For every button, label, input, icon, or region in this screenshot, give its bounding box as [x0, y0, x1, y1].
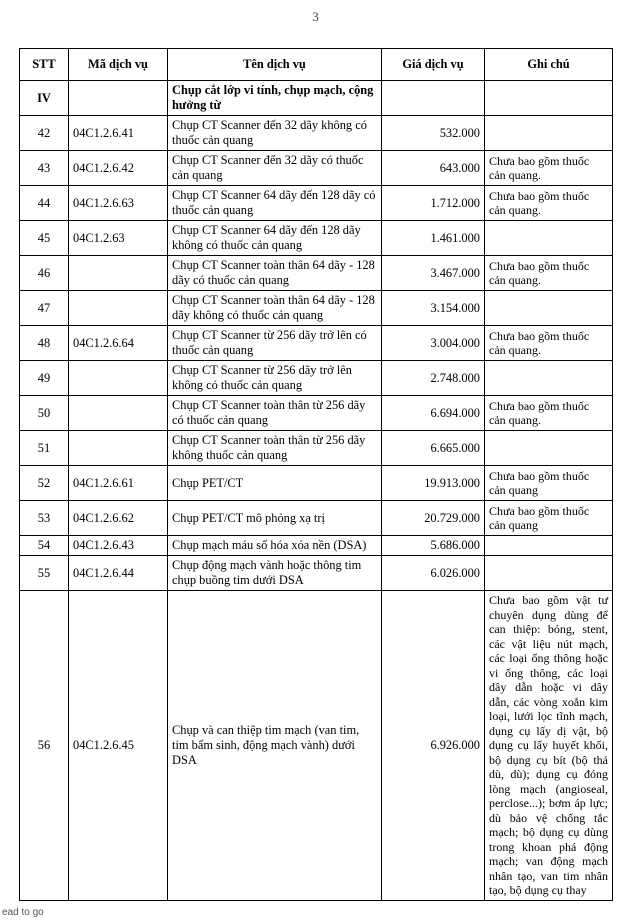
table-row: [20, 151, 613, 186]
row-price: 6.665.000: [382, 431, 485, 466]
table-header-row: [20, 49, 613, 81]
row-name: Chụp và can thiệp tim mạch (van tim, tim bẩm sinh, động mạch vành) dưới DSA: [168, 591, 382, 901]
row-code: [69, 291, 168, 326]
header-stt: STT: [20, 49, 69, 81]
header-note: Ghi chú: [485, 49, 613, 81]
row-code: 04C1.2.6.42: [69, 151, 168, 186]
row-name: Chụp CT Scanner 64 dãy đến 128 dãy có thuốc cản quang: [168, 186, 382, 221]
row-stt: 49: [20, 361, 69, 396]
row-note: Chưa bao gồm thuốc cản quang.: [485, 186, 613, 221]
table-row: [20, 591, 613, 901]
row-name: Chụp CT Scanner 64 dãy đến 128 dãy không có thuốc cản quang: [168, 221, 382, 256]
row-code: 04C1.2.6.64: [69, 326, 168, 361]
section-code: [69, 81, 168, 116]
row-code: 04C1.2.6.62: [69, 501, 168, 536]
row-name: Chụp mạch máu số hóa xóa nền (DSA): [168, 536, 382, 556]
row-price: 6.026.000: [382, 556, 485, 591]
row-name: Chụp PET/CT: [168, 466, 382, 501]
row-code: [69, 431, 168, 466]
row-note: Chưa bao gồm thuốc cản quang: [485, 501, 613, 536]
row-stt: 53: [20, 501, 69, 536]
section-price: [382, 81, 485, 116]
row-stt: 42: [20, 116, 69, 151]
row-note: Chưa bao gồm thuốc cản quang: [485, 466, 613, 501]
row-name: Chụp CT Scanner toàn thân từ 256 dãy có thuốc cản quang: [168, 396, 382, 431]
row-stt: 45: [20, 221, 69, 256]
row-price: 5.686.000: [382, 536, 485, 556]
row-stt: 56: [20, 591, 69, 901]
service-price-table: [19, 48, 613, 901]
row-note: Chưa bao gồm vật tư chuyên dụng dùng để can thiệp: bóng, stent, các vật liệu nút mạch, các loại ống thông hoặc vi ống thông, các loại dây dẫn hoặc vi dây dẫn, các vòng xoắn kim loại, lưới lọc tĩnh mạch, dụng cụ lấy dị vật, bộ dụng cụ lấy huyết khối, bộ dụng cụ bít (bộ thả dù, dù); dụng cụ đóng lòng mạch (angioseal, perclose...); bơm áp lực; dù bảo vệ chống tắc mạch; bộ dụng cụ dùng trong khoan phá động mạch; van động mạch nhân tạo, van tim nhân tạo, bộ dụng cụ thay: [485, 591, 613, 901]
row-stt: 52: [20, 466, 69, 501]
row-note: Chưa bao gồm thuốc cản quang.: [485, 151, 613, 186]
row-price: 643.000: [382, 151, 485, 186]
table-row: [20, 326, 613, 361]
row-note: Chưa bao gồm thuốc cản quang.: [485, 256, 613, 291]
table-row: [20, 556, 613, 591]
row-price: 1.461.000: [382, 221, 485, 256]
row-price: 2.748.000: [382, 361, 485, 396]
row-name: Chụp CT Scanner toàn thân 64 dãy - 128 dãy không có thuốc cản quang: [168, 291, 382, 326]
row-price: 3.467.000: [382, 256, 485, 291]
row-name: Chụp CT Scanner toàn thân từ 256 dãy không thuốc cản quang: [168, 431, 382, 466]
row-code: 04C1.2.63: [69, 221, 168, 256]
row-code: [69, 396, 168, 431]
page-number: 3: [312, 9, 319, 24]
row-stt: 50: [20, 396, 69, 431]
row-stt: 48: [20, 326, 69, 361]
row-price: 20.729.000: [382, 501, 485, 536]
row-code: 04C1.2.6.44: [69, 556, 168, 591]
row-price: 3.154.000: [382, 291, 485, 326]
row-name: Chụp CT Scanner đến 32 dãy không có thuốc cản quang: [168, 116, 382, 151]
row-note: [485, 361, 613, 396]
row-stt: 55: [20, 556, 69, 591]
row-price: 19.913.000: [382, 466, 485, 501]
row-code: 04C1.2.6.63: [69, 186, 168, 221]
row-note: [485, 116, 613, 151]
table-row: [20, 291, 613, 326]
row-stt: 51: [20, 431, 69, 466]
row-note: Chưa bao gồm thuốc cản quang.: [485, 326, 613, 361]
table-row: [20, 221, 613, 256]
row-note: Chưa bao gồm thuốc cản quang.: [485, 396, 613, 431]
table-row: [20, 361, 613, 396]
row-note: [485, 291, 613, 326]
row-price: 1.712.000: [382, 186, 485, 221]
row-code: [69, 256, 168, 291]
row-price: 3.004.000: [382, 326, 485, 361]
row-note: [485, 221, 613, 256]
table-row: [20, 501, 613, 536]
section-stt: IV: [20, 81, 69, 116]
section-row: [20, 81, 613, 116]
header-price: Giá dịch vụ: [382, 49, 485, 81]
header-name: Tên dịch vụ: [168, 49, 382, 81]
row-stt: 47: [20, 291, 69, 326]
row-name: Chụp CT Scanner từ 256 dãy trở lên có thuốc cản quang: [168, 326, 382, 361]
row-note: [485, 431, 613, 466]
row-code: 04C1.2.6.45: [69, 591, 168, 901]
row-name: Chụp CT Scanner toàn thân 64 dãy - 128 dãy có thuốc cản quang: [168, 256, 382, 291]
row-name: Chụp PET/CT mô phỏng xạ trị: [168, 501, 382, 536]
row-code: 04C1.2.6.61: [69, 466, 168, 501]
row-code: 04C1.2.6.43: [69, 536, 168, 556]
row-name: Chụp động mạch vành hoặc thông tim chụp buồng tim dưới DSA: [168, 556, 382, 591]
row-code: [69, 361, 168, 396]
row-price: 6.694.000: [382, 396, 485, 431]
section-note: [485, 81, 613, 116]
bottom-cut-text: ead to go: [0, 907, 631, 920]
row-code: 04C1.2.6.41: [69, 116, 168, 151]
row-price: 6.926.000: [382, 591, 485, 901]
row-note: [485, 536, 613, 556]
row-stt: 43: [20, 151, 69, 186]
row-stt: 54: [20, 536, 69, 556]
row-stt: 46: [20, 256, 69, 291]
section-name: Chụp cắt lớp vi tính, chụp mạch, cộng hưởng từ: [168, 81, 382, 116]
header-code: Mã dịch vụ: [69, 49, 168, 81]
row-price: 532.000: [382, 116, 485, 151]
row-note: [485, 556, 613, 591]
row-stt: 44: [20, 186, 69, 221]
row-name: Chụp CT Scanner từ 256 dãy trở lên không có thuốc cản quang: [168, 361, 382, 396]
table-row: [20, 186, 613, 221]
table-row: [20, 256, 613, 291]
row-name: Chụp CT Scanner đến 32 dãy có thuốc cản quang: [168, 151, 382, 186]
table-row: [20, 466, 613, 501]
table-row: [20, 116, 613, 151]
table-row: [20, 396, 613, 431]
table-row: [20, 431, 613, 466]
table-row: [20, 536, 613, 556]
